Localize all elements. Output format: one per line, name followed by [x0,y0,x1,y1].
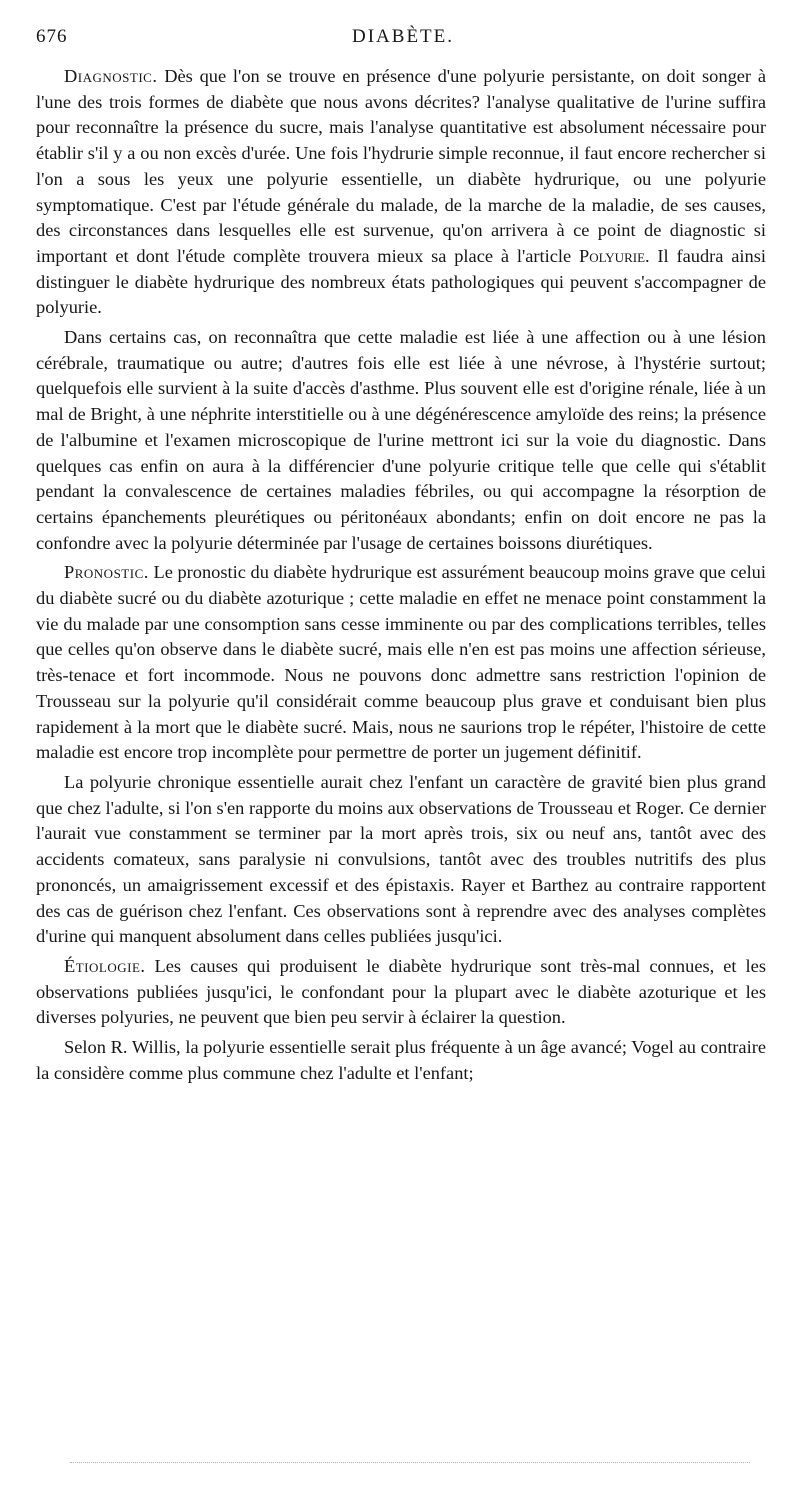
paragraph-differential [36,325,766,556]
running-title: DIABÈTE. [352,26,455,47]
paragraph-text: La polyurie chronique essentielle aurait chez l'enfant un caractère de gravité bien plus grand que chez l'adulte, si l'on s'en rapporte du moins aux observations de Trousseau et Roger. Ce dernier l'aurait vue constamment se terminer par la mort après trois, six ou neuf ans, tantôt avec des accidents comateux, sans paralysie ni convulsions, tantôt avec des troubles nutritifs des plus prononcés, un amaigrissement excessif et des épistaxis. Rayer et Barthez au contraire rapportent des cas de guérison chez l'enfant. Ces observations sont à reprendre avec des analyses complètes d'urine qui manquent absolument dans celles publiées jusqu'ici. [36,771,766,947]
paragraph-text: Dans certains cas, on reconnaîtra que cette maladie est liée à une affection ou à une lésion cérébrale, traumatique ou autre; d'autres fois elle est liée à une névrose, à l'hystérie surtout; quelquefois elle survient à la suite d'accès d'asthme. Plus souvent elle est d'origine rénale, liée à un mal de Bright, à une néphrite interstitielle ou à une dégénérescence amyloïde des reins; la présence de l'albumine et l'examen microscopique de l'urine mettront ici sur la voie du diagnostic. Dans quelques cas enfin on aura à la différencier d'une polyurie critique telle que celle qui s'établit pendant la convalescence de certaines maladies fébriles, ou qui accompagne la résorption de certains épanchements pleurétiques ou péritonéaux abondants; enfin on doit encore ne pas la confondre avec la polyurie déterminée par l'usage de certaines boissons diurétiques. [36,327,766,553]
paragraph-text: Dès que l'on se trouve en présence d'une polyurie persistante, on doit songer à l'une des trois formes de diabète que nous avons décrites? l'analyse qualitative de l'urine suffira pour reconnaître la présence du sucre, mais l'analyse quantitative est absolument nécessaire pour établir s'il y a ou non excès d'urée. Une fois l'hydrurie simple reconnue, il faut encore rechercher si l'on a sous les yeux une polyurie essentielle, un diabète hydrurique, ou une polyurie symptomatique. C'est par l'étude générale du malade, de la marche de la maladie, de ses causes, des circonstances dans lesquelles elle est survenue, qu'on arrivera à ce point de diagnostic si important et dont l'étude complète trouvera mieux sa place à l'article [36,66,766,266]
paragraph-text: . Il faudra ainsi distinguer le diabète hydrurique des nombreux états pathologiques qui peuvent s'accompagner de polyurie. [36,245,767,318]
section-rubric-etiology: Étiologie. [64,955,146,976]
paragraph-text: Le pronostic du diabète hydrurique est assurément beaucoup moins grave que celui du diabète sucré ou du diabète azoturique ; cette maladie en effet ne menace point constamment la vie du malade par une consomption sans cesse imminente ou par des complications terribles, telles que celles qu'on observe dans le diabète sucré, mais elle n'en est pas moins une affection sérieuse, très-tenace et fort incommode. Nous ne pouvons donc admettre sans restriction l'opinion de Trousseau sur la polyurie qu'il considérait comme beaucoup plus grave et conduisant bien plus rapidement à la mort que le diabète sucré. Mais, nous ne saurions trop le répéter, l'histoire de cette maladie est encore trop incomplète pour permettre de porter un jugement définitif. [36,562,766,763]
paragraph-children [36,770,766,950]
paragraph-age [36,1035,766,1086]
paragraph-text: Les causes qui produisent le diabète hydrurique sont très-mal connues, et les observations publiées jusqu'ici, le confondant pour la plupart avec le diabète azoturique et les diverses polyuries, ne peuvent que bien peu servir à éclairer la question. [36,955,766,1028]
book-page [36,26,766,1086]
cross-reference-polyurie: Polyurie [579,245,646,266]
paragraph-prognostic [36,560,766,766]
running-header [36,26,766,60]
paragraph-diagnostic [36,64,766,321]
paragraph-etiology [36,954,766,1031]
page-number: 676 [36,26,68,47]
section-rubric-diagnostic: Diagnostic. [64,66,158,86]
page-footer-rule [70,1462,750,1467]
paragraph-text: Selon R. Willis, la polyurie essentielle serait plus fréquente à un âge avancé; Vogel au contraire la considère comme plus commune chez l'adulte et l'enfant; [36,1037,766,1083]
section-rubric-prognostic: Pronostic. [64,562,149,583]
